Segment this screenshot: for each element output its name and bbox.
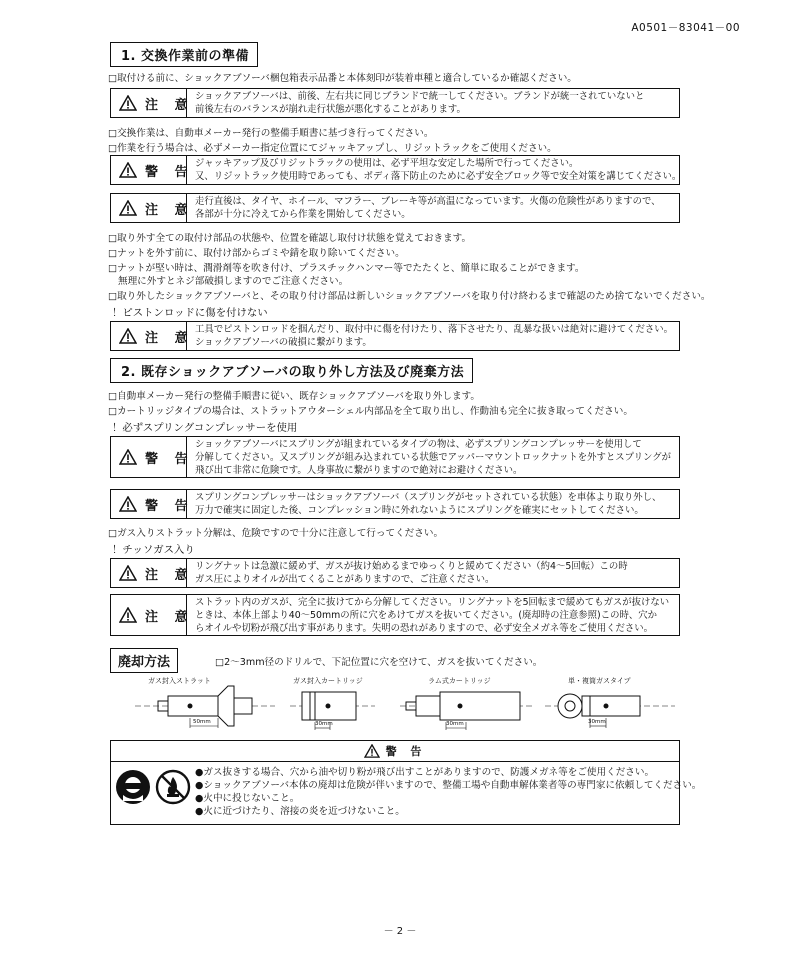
disposal-instruction: □2〜3mm径のドリルで、下記位置に穴を空けて、ガスを抜いてください。	[215, 657, 543, 668]
no-fire-icon	[155, 769, 191, 805]
section-2-title: 2. 既存ショックアブソーバの取り外し方法及び廃棄方法	[110, 358, 473, 383]
warning-triangle-icon	[364, 744, 380, 758]
section-2-line-3: □ガス入りストラット分解は、危険ですので十分に注意して行ってください。	[108, 528, 444, 539]
caution-label: 注 意	[145, 330, 194, 346]
diagram-dim-4: 30mm	[588, 719, 606, 725]
warning-text-line: スプリングコンプレッサーはショックアブソーバ（スプリングがセットされている状態）を車体より取り外し、	[195, 492, 662, 503]
diagram-dim-1: 50mm	[193, 719, 211, 725]
caution-triangle-icon	[119, 565, 137, 581]
caution-label: 注 意	[145, 609, 194, 625]
warning-text-line: 又、リジットラック使用時であっても、ボディ落下防止のために必ず安全ブロック等で安全対策を講じてください。	[195, 170, 682, 182]
diagram-label-gas-cartridge: ガス封入カートリッジ	[293, 677, 363, 685]
section-1-line-5: □ナットを外す前に、取付け部からゴミや錆を取り除いてください。	[108, 248, 405, 259]
warning-box	[110, 489, 680, 519]
caution-triangle-icon	[119, 328, 137, 344]
caution-label: 注 意	[145, 97, 194, 113]
disposal-warning-item: ●ガス抜きする場合、穴から油や切り粉が飛び出すことがありますので、防護メガネ等をご使用ください。	[195, 767, 655, 778]
warning-label: 警 告	[145, 164, 194, 180]
caution-text-line: リングナットは急激に緩めず、ガスが抜け始めるまでゆっくりと緩めてください（約4〜5回転）この時	[195, 561, 628, 572]
caution-text-line: ときは、本体上部より40〜50mmの所に穴をあけてガスを抜いてください。(廃却時の注意参照)この時、穴か	[195, 609, 657, 621]
section-2-line-2: □カートリッジタイプの場合は、ストラットアウターシェル内部品を全て取り出し、作動油も完全に抜き取ってください。	[108, 406, 633, 417]
section-1-line-1: □取付ける前に、ショックアブソーバ梱包箱表示品番と本体刻印が装着車種と適合しているか確認ください。	[108, 73, 577, 84]
section-1-line-6a: □ナットが堅い時は、潤滑剤等を吹き付け、プラスチックハンマー等でたたくと、簡単に取ることができます。	[108, 263, 585, 274]
disposal-warning-item: ●ショックアブソーバ本体の廃却は危険が伴いますので、整備工場や自動車解体業者等の専門家に依頼してください。	[195, 780, 702, 791]
diagram-label-tube-type: 単・複筒ガスタイプ	[568, 677, 631, 685]
caution-box	[110, 558, 680, 588]
caution-box	[110, 88, 680, 118]
section-2-line-1: □自動車メーカー発行の整備手順書に従い、既存ショックアブソーバを取り外します。	[108, 391, 480, 402]
warning-text-line: ショックアブソーバにスプリングが組まれているタイプの物は、必ずスプリングコンプレッサーを使用して	[195, 439, 642, 450]
section-1-title: 1. 交換作業前の準備	[110, 42, 258, 67]
section-1-line-6b: 無理に外すとネジ部破損しますのでご注意ください。	[118, 276, 349, 287]
section-1-line-7: □取り外したショックアブソーバと、その取り付け部品は新しいショックアブソーバを取り付け終わるまで確認のため捨てないでください。	[108, 291, 711, 302]
caution-triangle-icon	[119, 95, 137, 111]
disposal-warning-item: ●火中に投じないこと。	[195, 793, 300, 804]
diagram-label-gas-strut: ガス封入ストラット	[148, 677, 211, 685]
caution-text-line: らオイルや切粉が飛び出す事があります。失明の恐れがありますので、必ず安全メガネ等をご使用ください。	[195, 622, 653, 634]
diagram-label-ram-cartridge: ラム式カートリッジ	[428, 677, 491, 685]
caution-box	[110, 321, 680, 351]
section-2-subheading-2: ！チッソガス入り	[112, 544, 195, 556]
warning-text-line: 万力で確実に固定した後、コンプレッション時に外れないようにスプリングを確実にセットしてください。	[195, 504, 644, 516]
warning-text-line: ジャッキアップ及びリジットラックの使用は、必ず平坦な安定した場所で行ってください。	[195, 158, 579, 169]
caution-text-line: ガス圧によりオイルが出てくることがありますので、ご注意ください。	[195, 573, 495, 585]
disposal-title: 廃却方法	[110, 648, 178, 673]
caution-text-line: 走行直後は、タイヤ、ホイール、マフラー、ブレーキ等が高温になっています。火傷の危険性がありますので、	[195, 196, 661, 207]
caution-triangle-icon	[119, 607, 137, 623]
section-1-line-3: □作業を行う場合は、必ずメーカー指定位置にてジャッキアップし、リジットラックをご使用ください。	[108, 143, 557, 154]
section-1-line-4: □取り外す全ての取付け部品の状態や、位置を確認し取付け状態を覚えておきます。	[108, 233, 472, 244]
section-2-subheading-1: ！必ずスプリングコンプレッサーを使用	[112, 422, 298, 434]
caution-text-line: 工具でピストンロッドを掴んだり、取付中に傷を付けたり、落下させたり、乱暴な扱いは絶対に避けてください。	[195, 324, 673, 335]
warning-box	[110, 436, 680, 478]
caution-text-line: ショックアブソーバの破損に繋がります。	[195, 336, 372, 348]
caution-box	[110, 193, 680, 223]
caution-text-line: ストラット内のガスが、完全に抜けてから分解してください。リングナットを5回転まで緩めてもガスが抜けない	[195, 597, 670, 608]
warning-box	[110, 155, 680, 185]
warning-label: 警 告	[145, 451, 194, 467]
section-1-line-2: □交換作業は、自動車メーカー発行の整備手順書に基づき行ってください。	[108, 128, 434, 139]
page-number: － 2 －	[383, 926, 417, 937]
warning-text-line: 飛び出て非常に危険です。人身事故に繋がりますので絶対にお避けください。	[195, 464, 523, 476]
section-1-subheading: ！ピストンロッドに傷を付けない	[112, 307, 268, 319]
disposal-warning-box	[110, 740, 702, 825]
warning-label: 警 告	[145, 498, 194, 514]
warning-triangle-icon	[119, 496, 137, 512]
warning-triangle-icon	[119, 449, 137, 465]
disposal-warning-label: 警 告	[385, 745, 427, 758]
caution-label: 注 意	[145, 202, 194, 218]
warning-triangle-icon	[119, 162, 137, 178]
warning-text-line: 分解してください。又スプリングが組み込まれている状態でアッパーマウントロックナットを外すとスプリングが	[195, 451, 671, 463]
caution-label: 注 意	[145, 567, 194, 583]
caution-triangle-icon	[119, 200, 137, 216]
document-number: A0501－83041－00	[631, 22, 740, 34]
caution-text-line: ショックアブソーバは、前後、左右共に同じブランドで統一してください。ブランドが統一されていないと	[195, 91, 645, 102]
disposal-diagrams	[110, 684, 680, 734]
caution-text-line: 各部が十分に冷えてから作業を開始してください。	[195, 208, 411, 220]
caution-box	[110, 594, 680, 636]
safety-goggles-icon	[115, 769, 151, 805]
diagram-dim-2: 30mm	[315, 721, 333, 727]
disposal-warning-item: ●火に近づけたり、溶接の炎を近づけないこと。	[195, 806, 405, 817]
diagram-dim-3: 30mm	[446, 721, 464, 727]
caution-text-line: 前後左右のバランスが崩れ走行状態が悪化することがあります。	[195, 103, 466, 115]
